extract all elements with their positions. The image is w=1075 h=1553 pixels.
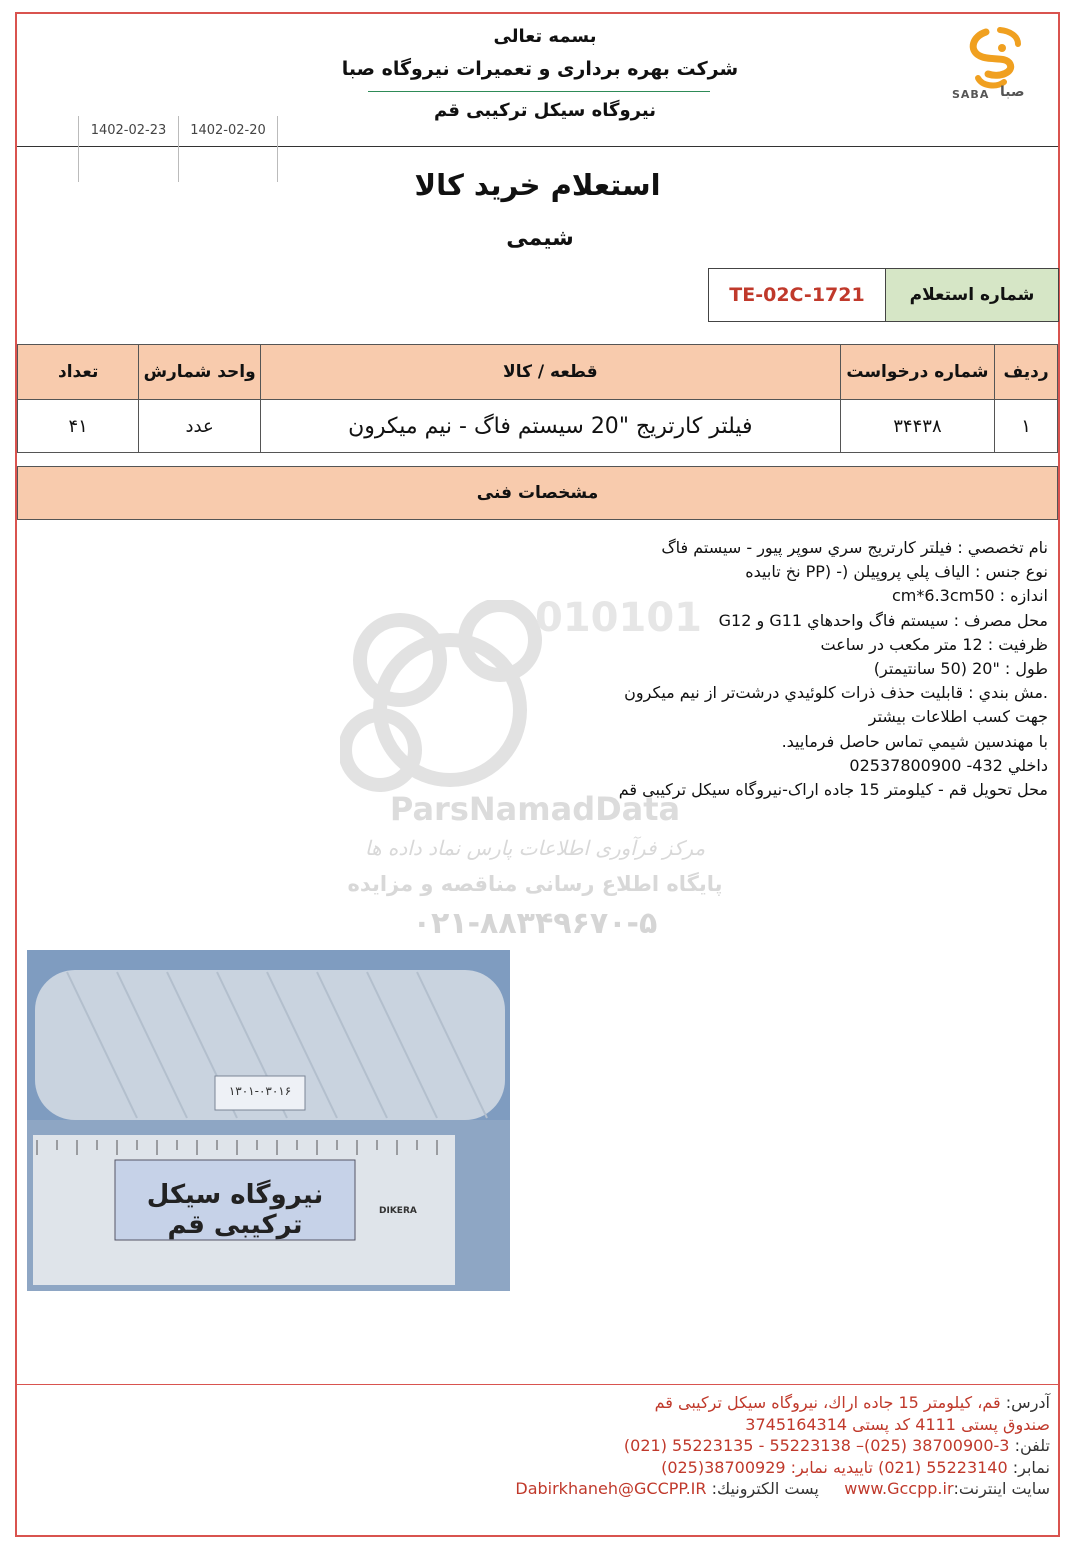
saba-logo [948,22,1048,122]
footer-email-link[interactable]: Dabirkhaneh@GCCPP.IR [515,1479,712,1498]
footer-web [420,1478,1050,1500]
footer-phone [420,1435,1050,1457]
specs-heading: مشخصات فنی [17,466,1058,520]
date-issue: 1402-02-20 [178,116,278,182]
spec-line: .مش بندي : قابليت حذف ذرات كلوئيدي درشت‌تر از نيم ميكرون [624,683,1048,703]
spec-line: محل تحویل قم - کیلومتر 15 جاده اراک-نیروگاه سیکل ترکیبی قم [618,779,1048,799]
header-plant: نیروگاه سیکل ترکیبی قم [434,100,656,121]
spec-line: ظرفيت : 12 متر مكعب در ساعت [820,634,1048,654]
footer-fax-label: نمابر: [1012,1457,1050,1477]
spec-line: جهت كسب اطلاعات بيشتر [868,707,1048,727]
cell-request: ۳۴۴۳۸ [840,400,994,453]
photo-brand-text: DIKERA [379,1206,417,1216]
spec-line: با مهندسين شيمي تماس حاصل فرماييد. [781,731,1048,751]
footer-rule [17,1384,1058,1385]
date-deadline: 1402-02-23 [78,116,178,182]
spec-line: داخلي 432- 02537800900 [849,755,1048,775]
header-divider [368,91,710,92]
footer-site-link[interactable]: www.Gccpp.ir [844,1479,954,1498]
header-bismillah: بسمه تعالی [493,26,597,47]
cell-unit: عدد [139,400,261,453]
page-subtitle: شیمی [506,226,574,251]
col-row: ردیف [995,345,1058,400]
footer [420,1392,1050,1500]
page-title: استعلام خرید کالا [414,168,661,202]
footer-phone-label: تلفن: [1014,1436,1050,1455]
footer-pobox: صندوق پستی 4111 كد پستی 3745164314 [745,1414,1050,1434]
col-qty: تعداد [18,345,139,400]
header-company: شرکت بهره برداری و تعمیرات نیروگاه صبا [341,58,739,80]
cell-row: ۱ [995,400,1058,453]
product-photo [27,950,510,1291]
inquiry-number: TE-02C-1721 [708,268,886,322]
footer-email-label: پست الكترونيك: [711,1479,819,1498]
footer-fax [420,1457,1050,1479]
watermark-brand: ParsNamadData [389,790,681,828]
cell-qty: ۴۱ [18,400,139,453]
watermark-phone: ۰۲۱-۸۸۳۴۹۶۷۰-۵ [412,906,658,941]
col-item: قطعه / کالا [260,345,840,400]
photo-label-text: نیروگاه سیکل ترکیبی قم [146,1180,324,1240]
logo-text-fa: صبا [1000,84,1025,100]
spec-line: نوع جنس : الياف پلي پروپيلن (- (PP نخ تابيده [745,562,1048,582]
footer-address [420,1392,1050,1414]
items-header-row [18,345,1058,400]
footer-fax-value: 55223140 (021) تاییدیه نمابر: 38700929(025) [661,1457,1013,1477]
watermark-line2: پایگاه اطلاع رسانی مناقصه و مزایده [347,872,723,896]
col-unit: واحد شمارش [139,345,261,400]
saba-logo-icon [948,22,1048,122]
specs-body [470,536,1048,802]
spec-line: نام تخصصي : فيلتر كارتريج سري سوپر پيور - سيستم فاگ [661,538,1048,557]
footer-site-label: سایت اینترنت: [953,1479,1050,1498]
inquiry-label: شماره استعلام [885,268,1059,322]
photo-tag-text: ۱۳۰۱-۰۳۰۱۶ [228,1084,292,1098]
logo-text-latin: SABA [952,88,990,101]
table-row [18,400,1058,453]
spec-line: طول : "20 (50 سانتيمتر) [873,658,1048,678]
cell-item: فیلتر کارتریج "20 سیستم فاگ - نیم میکرون [260,400,840,453]
spec-line: محل مصرف : سيستم فاگ واحدهاي G11 و G12 [718,610,1048,630]
footer-address-label: آدرس: [1005,1393,1050,1412]
col-request: شماره درخواست [840,345,994,400]
spec-line: اندازه : cm*6.3cm50 [892,586,1048,606]
footer-phone-value: 3-38700900 (025)– 55223138 - 55223135 (021) [623,1436,1015,1455]
items-table [17,344,1058,453]
watermark-line1: مرکز فرآوری اطلاعات پارس نماد داده ها [364,836,706,860]
watermark-digits: 010101 [535,595,702,641]
footer-address-value: قم، كيلومتر 15 جاده اراك، نيروگاه سيكل تركيبی قم [654,1393,1006,1412]
